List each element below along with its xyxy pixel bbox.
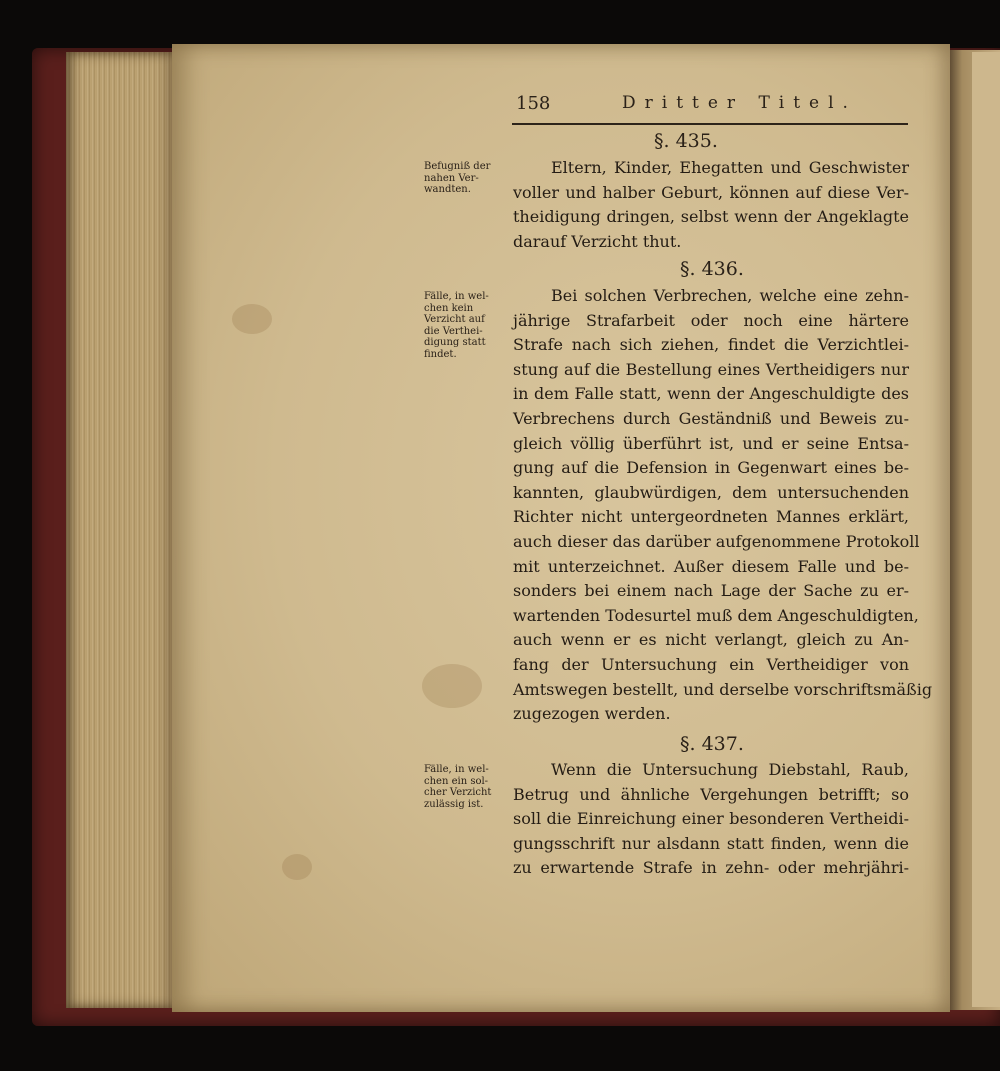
margin-note-line: chen ein sol- xyxy=(424,775,489,787)
text-line: Verbrechens durch Geständniß und Beweis zu- xyxy=(513,408,909,428)
paragraph xyxy=(513,284,933,727)
text-line: kannten, glaubwürdigen, dem untersuchenden xyxy=(513,482,909,502)
margin-note-line: die Verthei- xyxy=(424,325,483,337)
running-title: Dritter Titel. xyxy=(622,93,857,113)
margin-note xyxy=(424,161,512,196)
text-line: stung auf die Bestellung eines Vertheidigers nur xyxy=(513,359,909,379)
foxing-stain xyxy=(422,664,482,708)
text-line: Richter nicht untergeordneten Mannes erklärt, xyxy=(513,507,909,527)
section-number: §. 436. xyxy=(680,258,744,280)
text-line: in dem Falle statt, wenn der Angeschuldigte des xyxy=(513,384,909,404)
text-line: theidigung dringen, selbst wenn der Angeklagte xyxy=(513,207,909,227)
text-line: jährige Strafarbeit oder noch eine härtere xyxy=(513,310,909,330)
text-line: Betrug und ähnliche Vergehungen betrifft; so xyxy=(513,784,909,804)
header-rule xyxy=(512,123,908,125)
text-line: voller und halber Geburt, können auf diese Ver- xyxy=(513,182,909,202)
margin-note-line: nahen Ver- xyxy=(424,172,479,184)
text-line: Eltern, Kinder, Ehegatten und Geschwister xyxy=(551,158,909,177)
text-line: fang der Untersuchung ein Vertheidiger von xyxy=(513,654,909,674)
margin-note-line: digung statt xyxy=(424,337,486,348)
foxing-stain xyxy=(232,304,272,334)
text-line: auch wenn er es nicht verlangt, gleich zu An- xyxy=(513,630,909,650)
text-line: darauf Verzicht thut. xyxy=(513,231,682,251)
section-number: §. 437. xyxy=(680,733,744,755)
text-line: Wenn die Untersuchung Diebstahl, Raub, xyxy=(551,760,909,779)
text-line: sonders bei einem nach Lage der Sache zu er- xyxy=(513,581,909,601)
page-number: 158 xyxy=(516,93,551,114)
margin-note-line: Fälle, in wel- xyxy=(424,764,489,775)
margin-note xyxy=(424,764,512,810)
page-edges xyxy=(66,52,176,1008)
text-line: Amtswegen bestellt, und derselbe vorschriftsmäßig xyxy=(513,679,933,699)
page-header xyxy=(512,93,908,123)
margin-note-line: chen kein xyxy=(424,302,474,314)
margin-note xyxy=(424,291,512,360)
margin-note-line: zulässig ist. xyxy=(424,798,484,810)
paragraph xyxy=(513,758,909,881)
facing-page-edge xyxy=(972,52,1000,1007)
text-line: gungsschrift nur alsdann statt finden, wenn die xyxy=(513,833,909,853)
text-line: zu erwartende Strafe in zehn- oder mehrjähri- xyxy=(513,858,909,878)
text-line: gung auf die Defension in Gegenwart eines be- xyxy=(513,458,909,478)
text-line: Bei solchen Verbrechen, welche eine zehn- xyxy=(551,286,909,305)
text-line: gleich völlig überführt ist, und er seine Entsa- xyxy=(513,433,909,453)
text-line: soll die Einreichung einer besonderen Vertheidi- xyxy=(513,809,909,829)
margin-note-line: wandten. xyxy=(424,184,471,195)
text-line: auch dieser das darüber aufgenommene Protokoll xyxy=(513,531,920,551)
section-number: §. 435. xyxy=(654,130,718,152)
text-line: zugezogen werden. xyxy=(513,704,671,724)
text-line: Strafe nach sich ziehen, findet die Verzichtlei- xyxy=(513,335,909,355)
margin-note-line: cher Verzicht xyxy=(424,787,492,798)
margin-note-line: Verzicht auf xyxy=(424,314,485,325)
text-line: mit unterzeichnet. Außer diesem Falle und be- xyxy=(513,556,909,576)
margin-note-line: Fälle, in wel- xyxy=(424,291,489,302)
margin-note-line: findet. xyxy=(424,348,457,360)
foxing-stain xyxy=(282,854,312,880)
text-line: wartenden Todesurtel muß dem Angeschuldigten, xyxy=(513,605,919,625)
margin-note-line: Befugniß der xyxy=(424,161,491,172)
paragraph xyxy=(513,156,909,254)
